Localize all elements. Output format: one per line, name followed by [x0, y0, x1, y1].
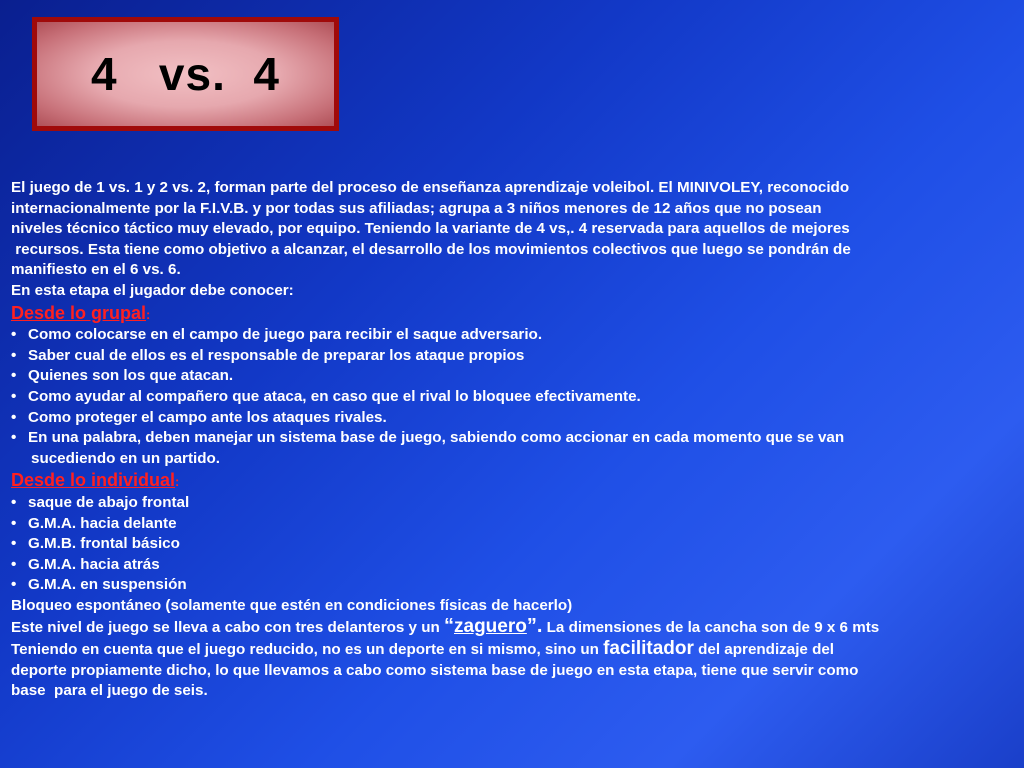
individual-list-item — [11, 534, 1021, 555]
bullet-icon: • — [11, 429, 17, 447]
bullet-icon: • — [11, 326, 17, 344]
group-list-item — [11, 387, 1021, 408]
individual-item-text: saque de abajo frontal — [28, 493, 190, 511]
intro-line: En esta etapa el jugador debe conocer: — [11, 281, 294, 299]
teniendo-text-end: del aprendizaje del — [693, 641, 835, 659]
individual-item-text: G.M.B. frontal básico — [28, 535, 180, 553]
group-list-item — [11, 346, 1021, 367]
nivel-line — [11, 616, 1021, 639]
slide-title: 4 vs. 4 — [90, 48, 280, 100]
individual-item-text: G.M.A. en suspensión — [28, 576, 187, 594]
individual-heading: Desde lo individual — [11, 470, 176, 491]
closing-line: base para el juego de seis. — [11, 682, 208, 700]
bullet-icon: • — [11, 555, 17, 573]
closing-line: deporte propiamente dicho, lo que llevamos a cabo como sistema base de juego en esta etapa, tiene que servir como — [11, 661, 859, 679]
group-list-item — [11, 366, 1021, 387]
intro-line: manifiesto en el 6 vs. 6. — [11, 261, 181, 279]
bullet-icon: • — [11, 346, 17, 364]
group-item-text: Quienes son los que atacan. — [28, 367, 234, 385]
quote-open: “ — [444, 615, 454, 638]
bullet-icon: • — [11, 514, 17, 532]
teniendo-text: Teniendo en cuenta que el juego reducido, no es un deporte en si mismo, sino un — [11, 641, 604, 659]
individual-list-item — [11, 555, 1021, 576]
group-item-continuation: sucediendo en un partido. — [31, 449, 221, 467]
bullet-icon: • — [11, 387, 17, 405]
teniendo-line — [11, 639, 1021, 661]
group-item-text: Como proteger el campo ante los ataques rivales. — [28, 408, 387, 426]
slide-body — [11, 178, 1021, 702]
group-heading-row — [11, 302, 1021, 326]
group-item-text: En una palabra, deben manejar un sistema base de juego, sabiendo como accionar en cada momento que se van — [28, 429, 845, 447]
individual-heading-row — [11, 469, 1021, 493]
bloqueo-line: Bloqueo espontáneo (solamente que estén en condiciones físicas de hacerlo) — [11, 596, 573, 614]
group-list-item — [11, 428, 1021, 449]
individual-list-item — [11, 493, 1021, 514]
group-item-text: Como colocarse en el campo de juego para recibir el saque adversario. — [28, 326, 543, 344]
group-list-item — [11, 325, 1021, 346]
bullet-icon: • — [11, 408, 17, 426]
intro-line: niveles técnico táctico muy elevado, por equipo. Teniendo la variante de 4 vs,. 4 reservada para aquellos de mejores — [11, 220, 850, 238]
individual-list-item — [11, 575, 1021, 596]
group-item-text: Como ayudar al compañero que ataca, en caso que el rival lo bloquee efectivamente. — [28, 387, 641, 405]
intro-line: recursos. Esta tiene como objetivo a alcanzar, el desarrollo de los movimientos colectivos que luego se pondrán de — [11, 240, 851, 258]
dimensions-text: La dimensiones de la cancha son de 9 x 6 mts — [542, 619, 880, 637]
bullet-icon: • — [11, 535, 17, 553]
intro-line: internacionalmente por la F.I.V.B. y por todas sus afiliadas; agrupa a 3 niños menores de 12 años que no posean — [11, 199, 822, 217]
facilitador-word: facilitador — [603, 638, 694, 660]
group-list-item — [11, 408, 1021, 429]
individual-heading-colon: : — [175, 474, 180, 490]
bullet-icon: • — [11, 367, 17, 385]
group-heading-colon: : — [146, 306, 151, 322]
individual-item-text: G.M.A. hacia delante — [28, 514, 177, 532]
bullet-icon: • — [11, 576, 17, 594]
individual-item-text: G.M.A. hacia atrás — [28, 555, 160, 573]
bullet-icon: • — [11, 493, 17, 511]
individual-list-item — [11, 514, 1021, 535]
quote-close: ”. — [526, 615, 543, 638]
nivel-text: Este nivel de juego se lleva a cabo con tres delanteros y un — [11, 619, 444, 637]
zaguero-word: zaguero — [454, 616, 527, 638]
group-heading: Desde lo grupal — [11, 302, 147, 323]
title-box — [32, 17, 339, 131]
group-item-text: Saber cual de ellos es el responsable de preparar los ataque propios — [28, 346, 525, 364]
intro-line: El juego de 1 vs. 1 y 2 vs. 2, forman parte del proceso de enseñanza aprendizaje voleibol. El MINIVOLEY, reconocido — [11, 179, 850, 196]
